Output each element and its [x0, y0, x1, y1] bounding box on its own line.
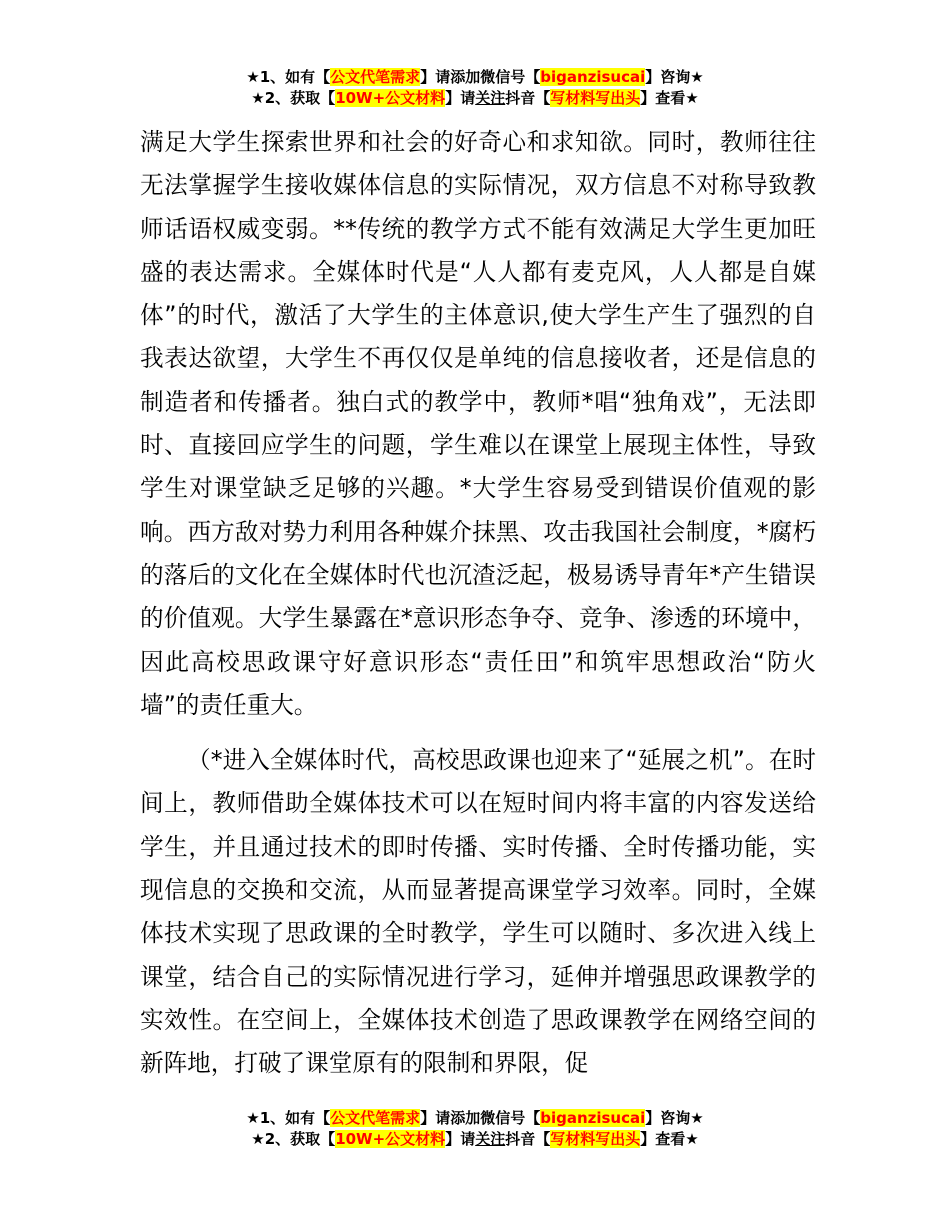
footer-line-2-suffix: 】查看★ — [640, 1130, 699, 1148]
document-body — [140, 121, 816, 1086]
header-line-2-prefix: ★2、获取【 — [251, 89, 336, 107]
header-line-1-suffix: 】咨询★ — [645, 68, 704, 86]
body-paragraph-1: 满足大学生探索世界和社会的好奇心和求知欲。同时，教师往往无法掌握学生接收媒体信息的实际情况，双方信息不对称导致教师话语权威变弱。**传统的教学方式不能有效满足大学生更加旺盛的表达需求。全媒体时代是“人人都有麦克风，人人都是自媒体”的时代，激活了大学生的主体意识,使大学生产生了强烈的自我表达欲望，大学生不再仅仅是单纯的信息接收者，还是信息的制造者和传播者。独白式的教学中，教师*唱“独角戏”，无法即时、直接回应学生的问题，学生难以在课堂上展现主体性，导致学生对课堂缺乏足够的兴趣。*大学生容易受到错误价值观的影响。西方敌对势力利用各种媒介抹黑、攻击我国社会制度，*腐朽的落后的文化在全媒体时代也沉渣泛起，极易诱导青年*产生错误的价值观。大学生暴露在*意识形态争夺、竞争、渗透的环境中，因此高校思政课守好意识形态“责任田”和筑牢思想政治“防火墙”的责任重大。 — [140, 128, 816, 719]
header-line-1-prefix: ★1、如有【 — [246, 68, 331, 86]
header-line-1-middle: 】请添加微信号【 — [420, 68, 541, 86]
body-paragraph-2: （*进入全媒体时代，高校思政课也迎来了“延展之机”。在时间上，教师借助全媒体技术可以在短时间内将丰富的内容发送给学生，并且通过技术的即时传播、实时传播、全时传播功能，实现信息的交换和交流，从而显著提高课堂学习效率。同时，全媒体技术实现了思政课的全时教学，学生可以随时、多次进入线上课堂，结合自己的实际情况进行学习，延伸并增强思政课教学的实效性。在空间上，全媒体技术创造了思政课教学在网络空间的新阵地，打破了课堂原有的限制和界限，促 — [140, 746, 816, 1078]
header-line-2-suffix: 】查看★ — [640, 89, 699, 107]
footer-line-2-middle-b: 抖音【 — [505, 1130, 551, 1148]
footer-line-1-middle: 】请添加微信号【 — [420, 1109, 541, 1127]
footer-highlight-ghostwriting: 公文代笔需求 — [330, 1109, 421, 1127]
footer-highlight-wechat-id: biganzisucai — [540, 1109, 646, 1127]
footer-banner — [0, 1108, 950, 1150]
header-highlight-materials: 10W+公文材料 — [335, 89, 446, 107]
footer-line-1 — [0, 1108, 950, 1129]
footer-line-2-middle-a: 】请 — [445, 1130, 476, 1148]
footer-line-1-prefix: ★1、如有【 — [246, 1109, 331, 1127]
header-line-2 — [0, 88, 950, 109]
header-banner — [0, 67, 950, 109]
header-line-2-middle-b: 抖音【 — [505, 89, 551, 107]
header-highlight-douyin-account: 写材料写出头 — [550, 89, 641, 107]
footer-line-2-prefix: ★2、获取【 — [251, 1130, 336, 1148]
header-underlined-follow: 关注 — [475, 89, 506, 107]
footer-highlight-materials: 10W+公文材料 — [335, 1130, 446, 1148]
header-highlight-wechat-id: biganzisucai — [540, 68, 646, 86]
footer-line-2 — [0, 1129, 950, 1150]
footer-underlined-follow: 关注 — [475, 1130, 506, 1148]
footer-line-1-suffix: 】咨询★ — [645, 1109, 704, 1127]
header-line-1 — [0, 67, 950, 88]
footer-highlight-douyin-account: 写材料写出头 — [550, 1130, 641, 1148]
header-line-2-middle-a: 】请 — [445, 89, 476, 107]
header-highlight-ghostwriting: 公文代笔需求 — [330, 68, 421, 86]
